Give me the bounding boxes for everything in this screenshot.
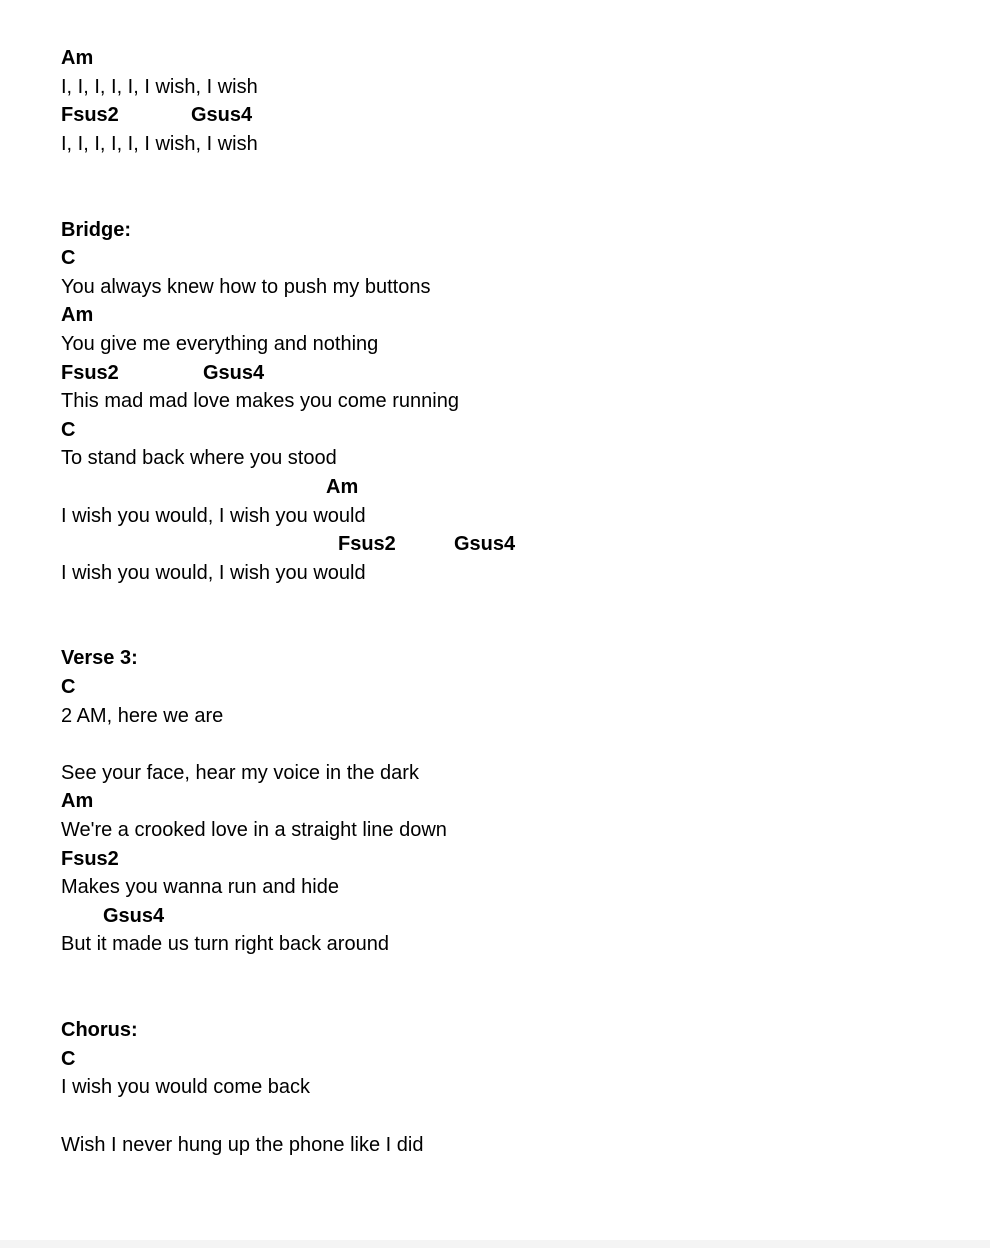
lyric-line: I, I, I, I, I, I wish, I wish [61,75,258,98]
lyric-line: See your face, hear my voice in the dark [61,761,419,784]
chord-line [61,845,961,874]
chord-symbol: Fsus2 [61,847,119,870]
lyric-line: This mad mad love makes you come running [61,390,459,413]
song-section [61,1016,961,1159]
chord-symbol: Am [326,475,359,498]
lyric-line: Wish I never hung up the phone like I did [61,1133,424,1156]
lyric-line: You give me everything and nothing [61,332,379,355]
chord-line [61,301,961,330]
chord-symbol: Fsus2 [61,361,119,384]
blank-line [61,1102,961,1131]
lyric-line: But it made us turn right back around [61,933,389,956]
chord-symbol: Fsus2 [338,533,396,556]
section-spacer [61,587,961,616]
chord-line [61,416,961,445]
chord-line [61,530,961,559]
chord-symbol: C [61,676,76,699]
chord-line [61,44,961,73]
chord-symbol: Am [61,47,94,69]
song-section [61,644,961,959]
chord-line [61,902,961,931]
lyric-line: To stand back where you stood [61,447,337,470]
chord-symbol: Gsus4 [454,533,516,556]
lyric-line: 2 AM, here we are [61,704,224,727]
lyric-line: I wish you would, I wish you would [61,561,366,584]
blank-line [61,730,961,759]
lyric-line: I wish you would come back [61,1076,311,1099]
lyric-line: I, I, I, I, I, I wish, I wish [61,132,258,155]
section-spacer [61,959,961,988]
section-spacer [61,988,961,1017]
song-section [61,216,961,588]
section-spacer [61,616,961,645]
section-header: Verse 3: [61,647,138,670]
chord-symbol: Gsus4 [103,904,165,927]
chord-line [61,1045,961,1074]
chord-symbol: C [61,247,76,270]
chord-sheet [61,44,961,1159]
song-section [61,44,961,158]
chord-symbol: Gsus4 [191,104,253,127]
section-spacer [61,187,961,216]
lyric-line: You always knew how to push my buttons [61,275,431,298]
chord-symbol: Fsus2 [61,104,119,127]
chord-line [61,473,961,502]
chord-line [61,787,961,816]
chord-symbol: C [61,418,76,441]
section-spacer [61,158,961,187]
chord-symbol: Am [61,790,94,813]
lyric-line: Makes you wanna run and hide [61,876,339,899]
lyric-line: I wish you would, I wish you would [61,504,366,527]
chord-symbol: Gsus4 [203,361,265,384]
chord-line [61,244,961,273]
section-header: Bridge: [61,218,131,241]
chord-symbol: Am [61,304,94,327]
chord-line [61,101,961,130]
section-header: Chorus: [61,1019,138,1042]
chord-line [61,359,961,388]
page-bottom-edge [0,1240,990,1248]
chord-symbol: C [61,1047,76,1070]
chord-line [61,673,961,702]
lyric-line: We're a crooked love in a straight line down [61,819,447,842]
